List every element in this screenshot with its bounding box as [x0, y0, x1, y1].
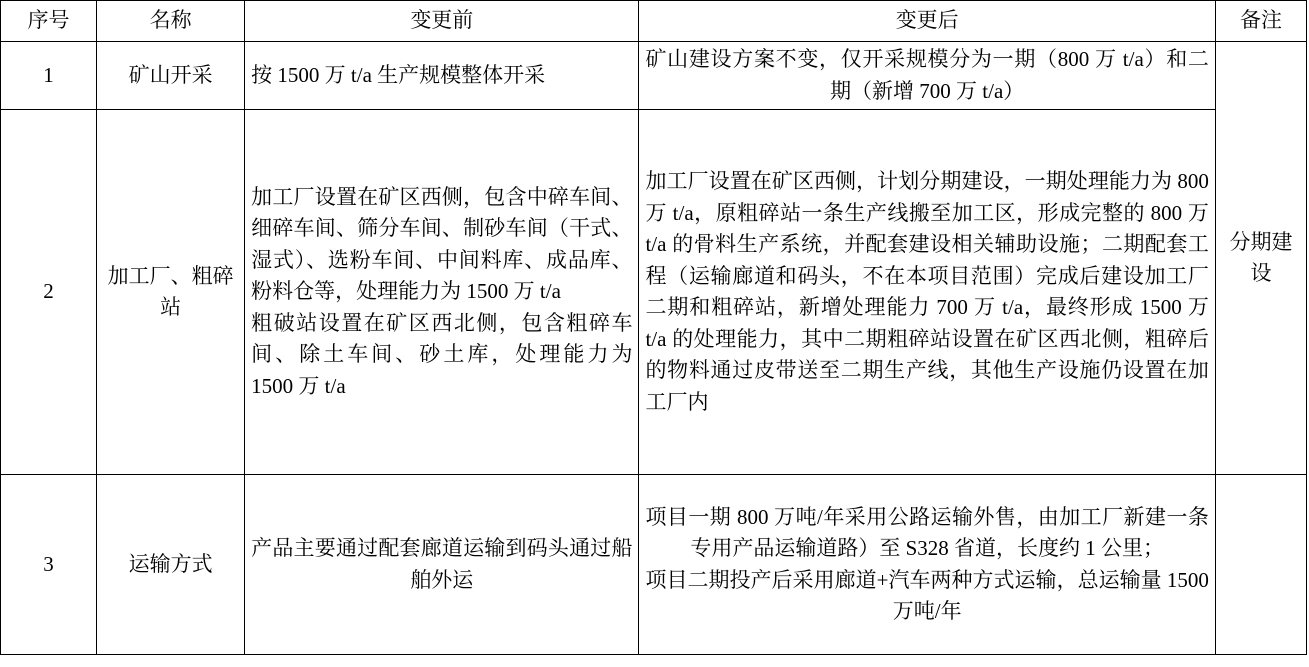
row-before — [245, 42, 639, 110]
header-cell-remark: 备注 — [1215, 1, 1306, 42]
row-after-paragraph: 项目二期投产后采用廊道+汽车两种方式运输，总运输量 1500 万吨/年 — [645, 567, 1209, 623]
row-after-paragraph: 加工厂设置在矿区西侧，计划分期建设，一期处理能力为 800 万 t/a，原粗碎站一条生产线搬至加工区，形成完整的 800 万 t/a 的骨料生产系统，并配套建设相关辅助设施；二期配套工程（运输廊道和码头，不在本项目范围）完成后建设加工厂二期和粗碎站，新增处理能力 700 万 t/a，最终形成 1500 万 t/a 的处理能力，其中二期粗碎站设置在矿区西北侧，粗碎后的物料通过皮带送至二期生产线，其他生产设施仍设置在加工厂内 — [645, 169, 1209, 414]
table-row — [1, 475, 1307, 655]
row-after — [639, 42, 1215, 110]
row-after-paragraph: 矿山建设方案不变，仅开采规模分为一期（800 万 t/a）和二期（新增 700 万 t/a） — [645, 47, 1209, 103]
row-after — [639, 110, 1215, 475]
row-before — [245, 110, 639, 475]
row-name: 运输方式 — [97, 475, 245, 655]
header-cell-name: 名称 — [97, 1, 245, 42]
table-row — [1, 110, 1307, 475]
table-header — [1, 1, 1307, 42]
row-remark — [1215, 475, 1306, 655]
header-cell-after: 变更后 — [639, 1, 1215, 42]
header-cell-before: 变更前 — [245, 1, 639, 42]
row-remark: 分期建设 — [1215, 42, 1306, 475]
row-no: 2 — [1, 110, 97, 475]
table-row — [1, 42, 1307, 110]
row-before-paragraph: 粗破站设置在矿区西北侧，包含粗碎车间、除土车间、砂土库，处理能力为 1500 万 t/a — [251, 310, 633, 398]
row-before-paragraph: 按 1500 万 t/a 生产规模整体开采 — [251, 62, 546, 87]
row-after — [639, 475, 1215, 655]
header-cell-no: 序号 — [1, 1, 97, 42]
table-header-row — [1, 1, 1307, 42]
row-after-paragraph: 项目一期 800 万吨/年采用公路运输外售，由加工厂新建一条专用产品运输道路）至 S328 省道，长度约 1 公里； — [645, 504, 1209, 560]
row-before — [245, 475, 639, 655]
row-before-paragraph: 加工厂设置在矿区西侧，包含中碎车间、细碎车间、筛分车间、制砂车间（干式、湿式）、选粉车间、中间料库、成品库、粉料仓等，处理能力为 1500 万 t/a — [251, 184, 633, 304]
row-name: 加工厂、粗碎站 — [97, 110, 245, 475]
row-before-paragraph: 产品主要通过配套廊道运输到码头通过船舶外运 — [251, 536, 633, 592]
row-no: 3 — [1, 475, 97, 655]
row-no: 1 — [1, 42, 97, 110]
row-name: 矿山开采 — [97, 42, 245, 110]
table-body — [1, 42, 1307, 655]
